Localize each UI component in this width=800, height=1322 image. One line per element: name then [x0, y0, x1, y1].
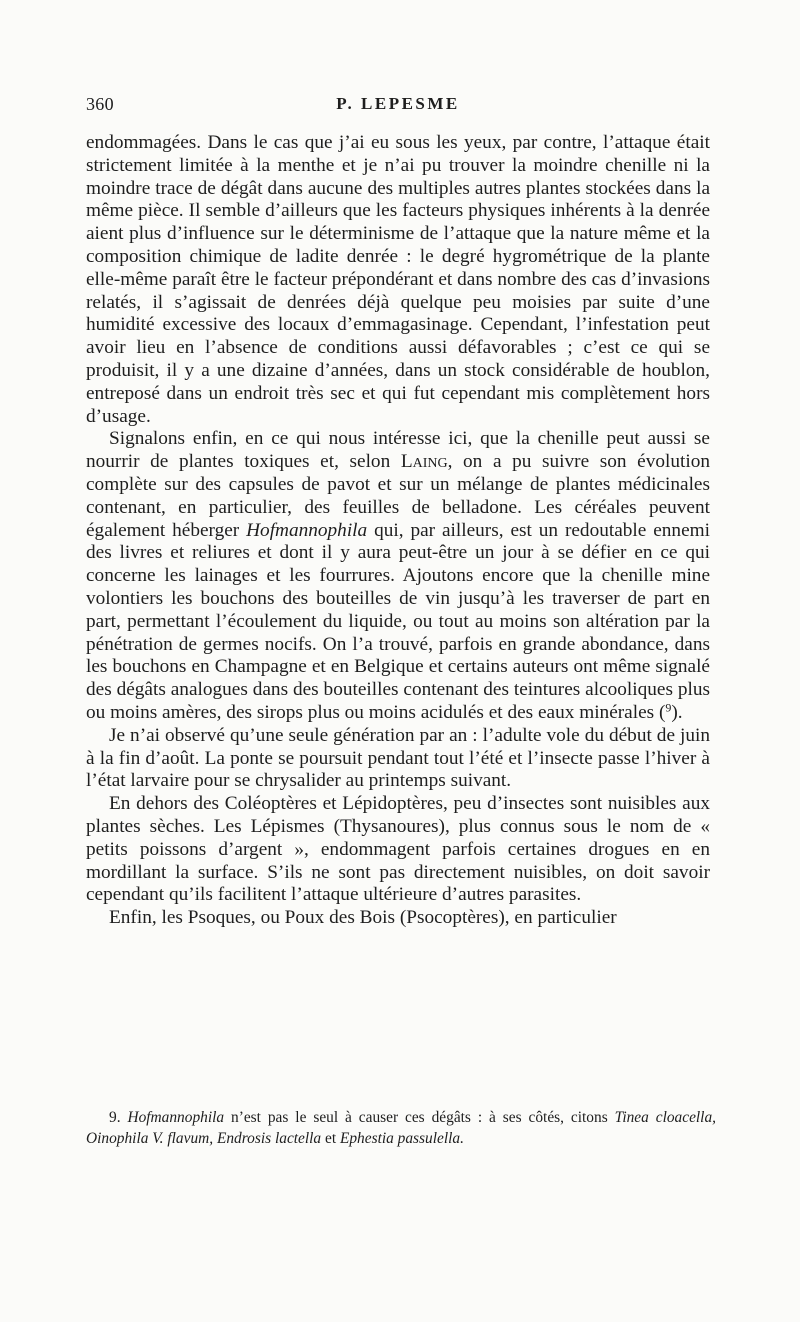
text-run: Je n’ai observé qu’une seule génération par an : l’adulte vole du début de juin à la fin d’août. La ponte se poursuit pendant tout l’été et l’insecte passe l’hiver à l’état larvaire pour se chrysalider au printemps suivant.	[86, 724, 710, 792]
paragraph	[86, 793, 710, 907]
text-run: , on a pu suivre son évolution complète sur des capsules de pavot et sur un mélange de plantes médicinales contenant, en particulier, des feuilles de belladone. Les céréales peuvent également héberger	[86, 451, 710, 541]
footnote-ref: 9	[665, 700, 672, 715]
paragraph	[86, 907, 710, 930]
italic-text: Ephestia passulella.	[339, 1130, 464, 1147]
page-number: 360	[86, 94, 114, 114]
italic-text: Tinea cloacella, Oinophila V. flavum, Endrosis lactella	[86, 1109, 716, 1147]
body-text	[86, 132, 710, 930]
text-run: et	[321, 1130, 340, 1147]
footnote	[86, 1107, 716, 1149]
page-header	[86, 94, 710, 120]
italic-text: Hofmannophila	[127, 1109, 225, 1126]
paragraph	[86, 725, 710, 793]
author-name: Laing	[400, 451, 448, 473]
text-run: 9.	[109, 1109, 128, 1126]
text-run: Enfin, les Psoques, ou Poux des Bois (Psocoptères), en particulier	[109, 907, 617, 929]
text-run: n’est pas le seul à causer ces dégâts : à ses côtés, citons	[224, 1109, 615, 1126]
text-run: Signalons enfin, en ce qui nous intéresse ici, que la chenille peut aussi se nourrir de plantes toxiques et, selon	[86, 428, 710, 473]
text-run: qui, par ailleurs, est un redoutable ennemi des livres et reliures et dont il y aura peut-être un jour à se défier en ce qui concerne les lainages et les fourrures. Ajoutons encore que la chenille mine volontiers les bouchons des bouteilles de vin jusqu’à les traverser de part en part, permettant l’écoulement du liquide, ou tout au moins son altération par la pénétration de germes nocifs. On l’a trouvé, parfois en grande abondance, dans les bouchons en Champagne et en Belgique et certains auteurs ont même signalé des dégâts analogues dans des bouteilles contenant des teintures alcooliques plus ou moins amères, des sirops plus ou moins acidulés et des eaux minérales (	[86, 519, 710, 723]
paragraph	[86, 428, 710, 724]
text-run: En dehors des Coléoptères et Lépidoptères, peu d’insectes sont nuisibles aux plantes sèches. Les Lépismes (Thysanoures), plus connus sous le nom de « petits poissons d’argent », endommagent parfois certaines drogues en en mordillant la surface. S’ils ne sont pas directement nuisibles, on doit savoir cependant qu’ils facilitent l’attaque ultérieure d’autres parasites.	[86, 793, 710, 906]
italic-text: Hofmannophila	[246, 519, 368, 541]
text-run: endommagées. Dans le cas que j’ai eu sous les yeux, par contre, l’attaque était strictement limitée à la menthe et je n’ai pu trouver la moindre chenille ni la moindre trace de dégât dans aucune des multiples autres plantes stockées dans la même pièce. Il semble d’ailleurs que les facteurs physiques inhérents à la denrée aient plus d’influence sur le déterminisme de l’attaque que la nature même et la composition chimique de ladite denrée : le degré hygrométrique de la plante elle-même paraît être le facteur prépondérant et dans nombre des cas d’invasions relatés, il s’agissait de denrées déjà quelque peu moisies par suite d’une humidité excessive des locaux d’emmagasinage. Cependant, l’infestation peut avoir lieu en l’absence de conditions aussi défavorables ; c’est ce qui se produisit, il y a une dizaine d’années, dans un stock considérable de houblon, entreposé dans un endroit très sec et qui fut cependant mis complètement hors d’usage.	[86, 132, 710, 427]
paragraph	[86, 132, 710, 428]
text-run: ).	[671, 701, 683, 723]
running-head: P. LEPESME	[336, 94, 460, 113]
